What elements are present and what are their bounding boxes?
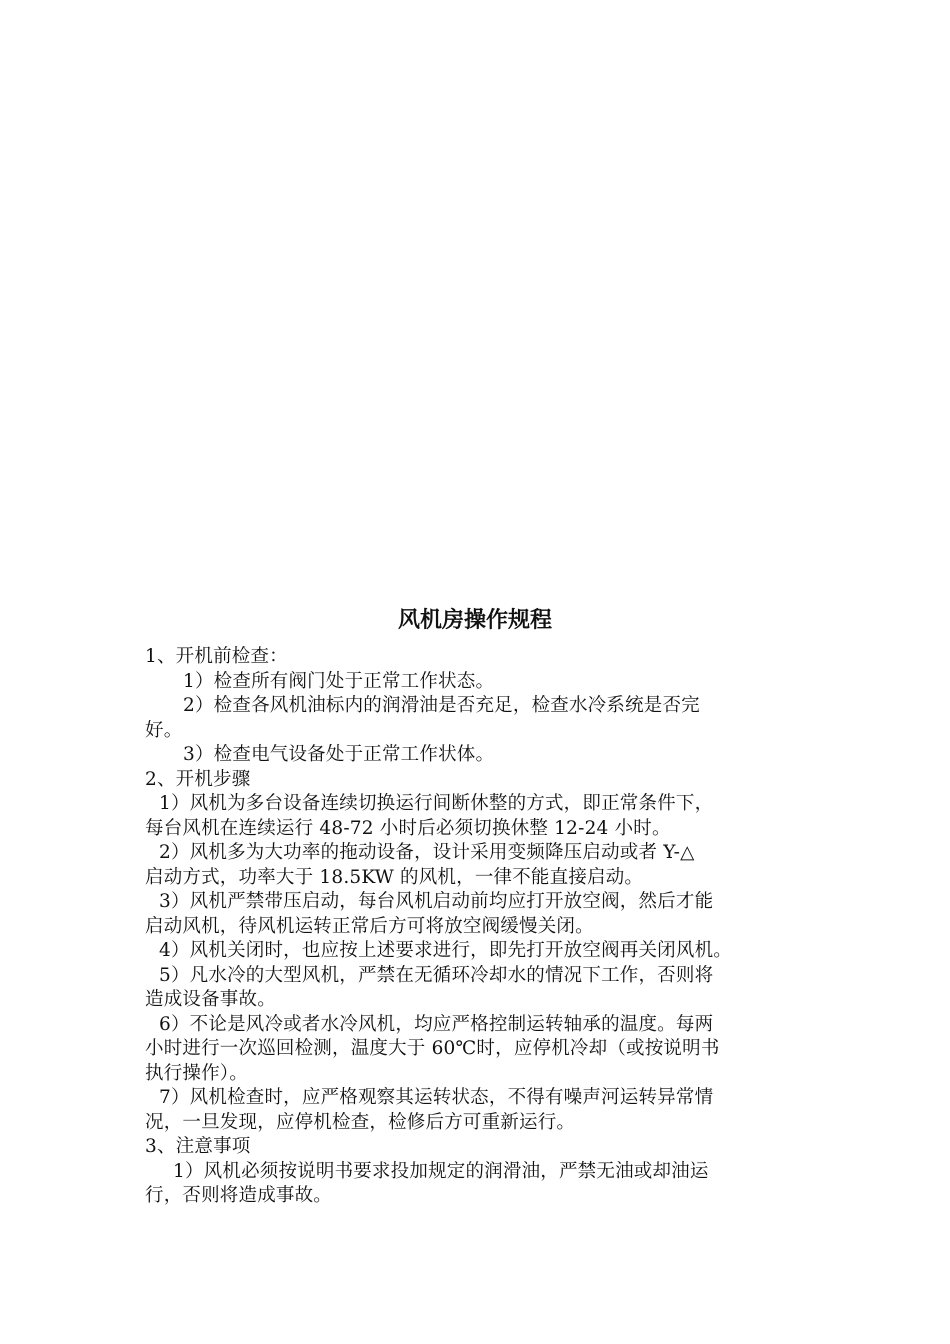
paragraph-line: 1）风机为多台设备连续切换运行间断休整的方式，即正常条件下， — [159, 793, 714, 814]
document-title: 风机房操作规程 — [397, 608, 552, 633]
paragraph-line: 4）风机关闭时，也应按上述要求进行，即先打开放空阀再关闭风机。 — [159, 940, 732, 961]
paragraph-line: 小时进行一次巡回检测，温度大于 60℃时，应停机冷却（或按说明书 — [145, 1038, 720, 1059]
paragraph-line: 3）风机严禁带压启动，每台风机启动前均应打开放空阀，然后才能 — [159, 891, 714, 912]
paragraph-line: 每台风机在连续运行 48-72 小时后必须切换休整 12-24 小时。 — [145, 817, 671, 839]
paragraph-line: 启动方式，功率大于 18.5KW 的风机，一律不能直接启动。 — [145, 866, 644, 888]
paragraph-line: 2）风机多为大功率的拖动设备，设计采用变频降压启动或者 Y-△ — [159, 842, 695, 863]
paragraph-line: 7）风机检查时，应严格观察其运转状态，不得有噪声河运转异常情 — [159, 1087, 714, 1108]
paragraph-line: 况，一旦发现，应停机检查，检修后方可重新运行。 — [145, 1111, 576, 1133]
section-heading: 2、开机步骤 — [145, 768, 251, 790]
document-body — [145, 645, 815, 1209]
paragraph-line: 2）检查各风机油标内的润滑油是否充足，检查水冷系统是否完 — [183, 695, 700, 716]
paragraph-line: 行，否则将造成事故。 — [145, 1185, 333, 1206]
paragraph-line: 启动风机，待风机运转正常后方可将放空阀缓慢关闭。 — [145, 915, 594, 937]
paragraph-line: 造成设备事故。 — [145, 989, 276, 1010]
paragraph-line: 1）检查所有阀门处于正常工作状态。 — [183, 670, 495, 692]
paragraph-line: 5）凡水冷的大型风机，严禁在无循环冷却水的情况下工作，否则将 — [159, 964, 714, 986]
paragraph-line: 1）风机必须按说明书要求投加规定的润滑油，严禁无油或却油运 — [173, 1160, 709, 1182]
paragraph-line: 执行操作）。 — [145, 1062, 248, 1084]
paragraph-line: 3）检查电气设备处于正常工作状体。 — [183, 744, 495, 765]
section-heading: 1、开机前检查： — [145, 646, 288, 667]
paragraph-line: 6）不论是风冷或者水冷风机，均应严格控制运转轴承的温度。每两 — [159, 1013, 714, 1035]
section-heading: 3、注意事项 — [145, 1136, 251, 1157]
paragraph-line: 好。 — [145, 719, 183, 741]
